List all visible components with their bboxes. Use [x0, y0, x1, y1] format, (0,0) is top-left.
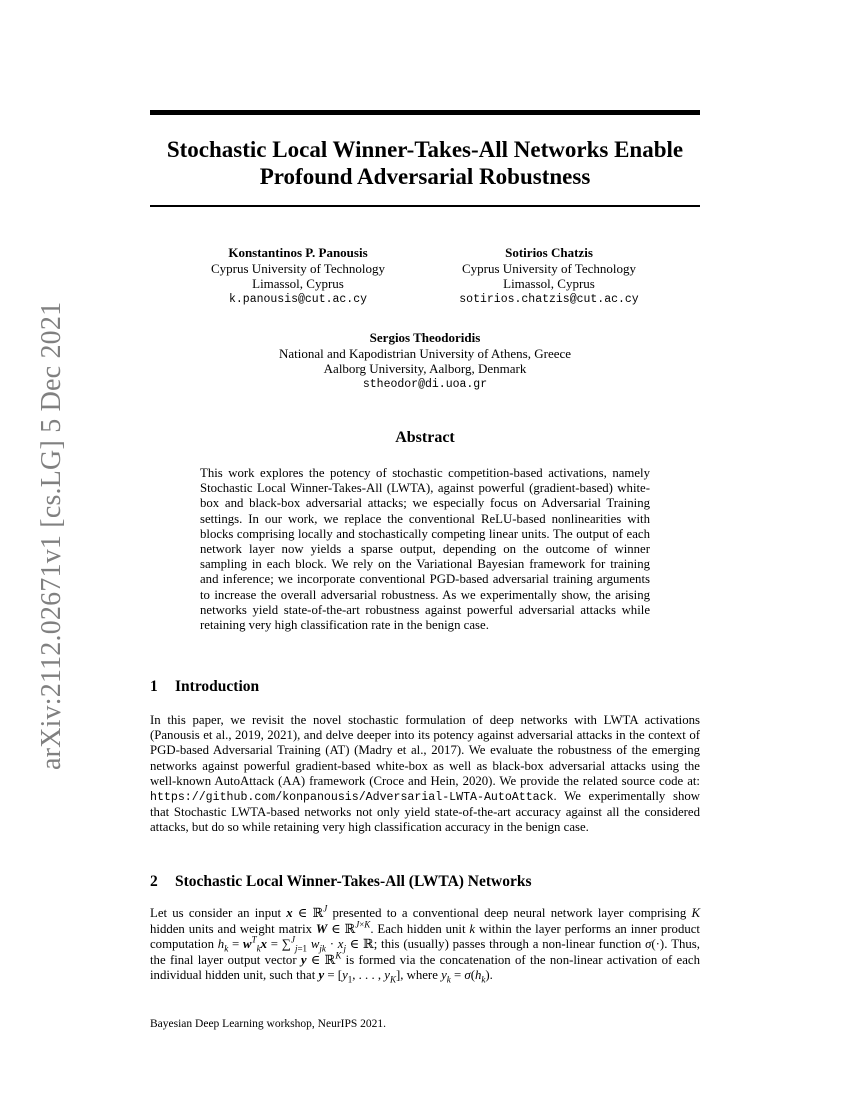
math-y-vector: y: [318, 968, 325, 983]
author-name: Sotirios Chatzis: [505, 245, 593, 260]
text: ; this (usually) passes through a non-linear function: [373, 937, 646, 952]
math-K: K: [691, 906, 700, 920]
author-location: Limassol, Cyprus: [503, 276, 595, 291]
math-sigma: σ: [645, 937, 652, 952]
intro-text: In this paper, we revisit the novel stochastic formulation of deep networks with LWTA activations (Panousis et al., 2019, 2021), and delve deeper into its potency against adversarial attacks in the context of PGD-based Adversarial Training (AT) (Madry et al., 2017). We evaluate the robustness of the emerging networks against powerful gradient-based white-box as well as black-box adversarial attacks using the well-known AutoAttack (AA) framework (Croce and Hein, 2020). We provide the related source code at:: [150, 713, 700, 788]
venue-footnote: Bayesian Deep Learning workshop, NeurIPS 2021.: [150, 1018, 387, 1030]
text: within the layer performs an inner product computation: [150, 921, 700, 952]
text: . Each hidden unit: [370, 921, 470, 936]
math-x: x: [286, 906, 293, 920]
section-title: Introduction: [175, 678, 260, 695]
author-name: Konstantinos P. Panousis: [228, 245, 368, 260]
paper-title: [150, 136, 700, 190]
math-W: W: [315, 921, 328, 936]
section-2-paragraph: Let us consider an input x ∈ ℝ$^J$ presented to a conventional deep neural network layer comprising K hidden units and weight matrix W ∈ ℝ$^{J\times K}$. Each hidden unit k within the layer performs an inner product computation $h_k = w^T_kx = \sum^J_{j=1}$ $w_{jk} \cdot x_j$ ∈ ℝ; this (usually) passes through a non-linear function σ(·). Thus, the final layer output vector y ∈ ℝ$^K$ is formed via the concatenation of the non-linear activation of each individual hidden unit, such that $y = [y_1$, . . . , $y_K$], where $y_k = \sigma(h_k)$.: [150, 903, 700, 985]
author-location: Limassol, Cyprus: [252, 276, 344, 291]
title-bottom-rule: [150, 205, 700, 207]
author-affiliation: Cyprus University of Technology: [462, 260, 636, 276]
abstract-heading: Abstract: [395, 429, 455, 446]
author-name: Sergios Theodoridis: [369, 330, 481, 345]
author-email[interactable]: sotirios.chatzis@cut.ac.cy: [459, 292, 639, 306]
math-y: y: [300, 952, 307, 967]
arxiv-identifier: arXiv:2112.02671v1 [cs.LG] 5 Dec 2021: [36, 301, 67, 770]
section-title: Stochastic Local Winner-Takes-All (LWTA) Networks: [175, 873, 532, 890]
title-top-rule: [150, 110, 700, 115]
author-affiliation: National and Kapodistrian University of Athens, Greece: [278, 345, 572, 361]
section-1-heading: [150, 678, 259, 696]
math-inner-product: $h_k$: [217, 937, 229, 954]
text: Let us consider an input: [150, 906, 287, 920]
title-line-1: Stochastic Local Winner-Takes-All Networks Enable: [166, 137, 684, 162]
title-line-2: Profound Adversarial Robustness: [259, 164, 591, 189]
author-block-2: [424, 245, 674, 307]
author-block-1: [173, 245, 423, 307]
intro-text-cont: . We experimentally show that Stochastic LWTA-based networks not only yield state-of-the-art accuracy against all the considered attacks, but do so while retaining very high classification accuracy in the benign case.: [150, 789, 700, 835]
text: presented to a conventional deep neural network layer comprising: [327, 906, 692, 920]
text: .: [489, 968, 493, 983]
abstract-text: This work explores the potency of stochastic competition-based activations, namely Stochastic Local Winner-Takes-All (LWTA), against powerful (gradient-based) white-box and black-box adversarial attacks; we especially focus on Adversarial Training settings. In our work, we replace the conventional ReLU-based nonlinearities with blocks comprising locally and stochastically competing linear units. The output of each network layer now yields a sparse output, depending on the outcome of winner sampling in each block. We rely on the Variational Bayesian framework for training and inference; we incorporate conventional PGD-based adversarial training arguments to increase the overall adversarial robustness. As we experimentally show, the arising networks yield state-of-the-art robustness against powerful adversarial attacks while retaining very high classification rate in the benign case.: [200, 466, 650, 633]
section-2-heading: [150, 873, 532, 891]
author-email[interactable]: k.panousis@cut.ac.cy: [228, 292, 368, 306]
text: is formed via the concatenation of the non-linear activation of each individual hidden unit, such that: [150, 952, 700, 983]
author-block-3: [200, 330, 650, 392]
text: , where: [400, 968, 442, 983]
section-1-paragraph: [150, 713, 700, 836]
text: hidden units and weight matrix: [150, 921, 316, 936]
math-k: k: [469, 921, 476, 936]
section-number: 1: [150, 678, 158, 695]
author-affiliation: Cyprus University of Technology: [211, 260, 385, 276]
author-affiliation-2: Aalborg University, Aalborg, Denmark: [323, 361, 527, 376]
source-code-link[interactable]: https://github.com/konpanousis/Adversarial-LWTA-AutoAttack: [150, 791, 554, 805]
text: . Thus, the final layer output vector: [150, 937, 700, 967]
section-number: 2: [150, 873, 158, 890]
math-yk: $y_k$: [441, 968, 451, 985]
author-email[interactable]: stheodor@di.uoa.gr: [362, 377, 488, 391]
